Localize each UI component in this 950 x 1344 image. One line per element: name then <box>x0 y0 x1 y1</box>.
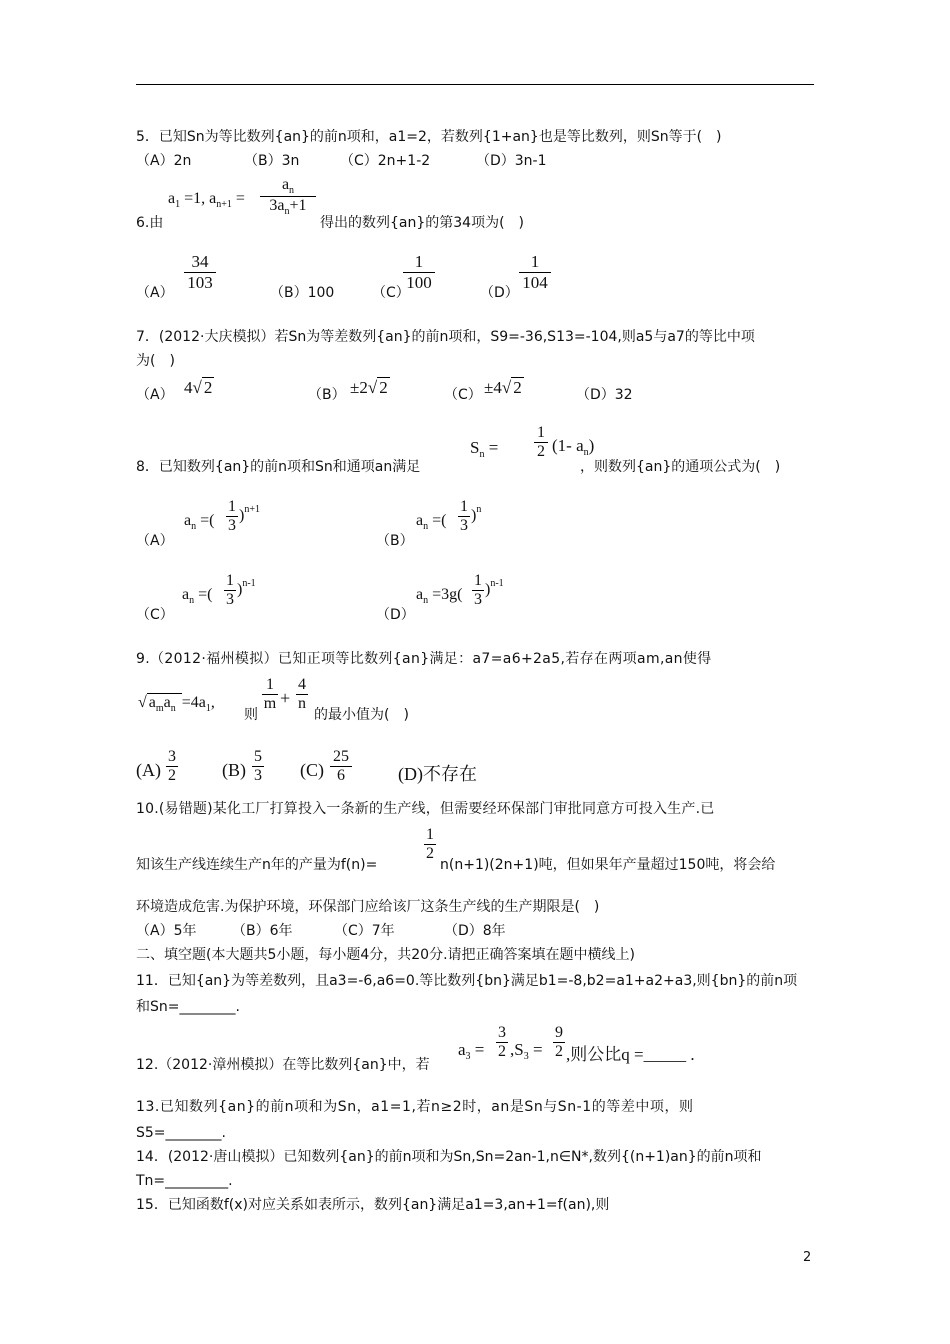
q12-formula-a3: $a_3$ = <box>458 1040 485 1062</box>
q9-line1: 9.（2012·福州模拟）已知正项等比数列{an}满足：a7=a6+2a5,若存在两项am,an使得 <box>136 651 712 667</box>
q9-option-c-label: (C) <box>300 760 324 780</box>
q10-line2-a: 知该生产线连续生产n年的产量为f(n)= <box>136 857 378 873</box>
q10-line2-b: n(n+1)(2n+1)吨，但如果年产量超过150吨，将会给 <box>440 857 776 873</box>
q8-option-a-lhs: $a_n$ =( <box>184 512 215 532</box>
q9-suffix: 的最小值为( ) <box>314 707 409 723</box>
header-rule <box>136 84 814 85</box>
q8-option-c-fraction: 1 3 <box>226 572 234 608</box>
q9-fraction-4n: 4 n <box>298 676 306 712</box>
q8-option-b-lhs: $a_n$ =( <box>416 512 447 532</box>
q6-option-c-label: （C） <box>372 285 410 301</box>
q5-option-c: （C）2n+1-2 <box>340 153 431 169</box>
q10-option-c: （C）7年 <box>334 923 395 939</box>
q8-option-b-fraction: 1 3 <box>460 498 468 534</box>
q7-option-a-math: 4√ 2 <box>184 378 213 397</box>
q6-option-a-fraction: 34 103 <box>184 252 216 293</box>
q8-option-b-label: （B） <box>376 533 414 549</box>
q7-option-c-label: （C） <box>444 387 482 403</box>
q10-line1: 10.(易错题)某化工厂打算投入一条新的生产线，但需要经环保部门审批同意方可投入生产.已 <box>136 801 715 817</box>
q9-option-b-fraction: 5 3 <box>254 748 262 784</box>
q9-option-a-fraction: 3 2 <box>168 748 176 784</box>
q12-fraction-3-2: 3 2 <box>498 1024 506 1060</box>
q9-option-d: (D)不存在 <box>398 764 477 784</box>
q10-line3: 环境造成危害.为保护环境，环保部门应给该厂这条生产线的生产期限是( ) <box>136 899 600 915</box>
q5-option-d: （D）3n-1 <box>476 153 547 169</box>
q7-line2: 为( ) <box>136 353 175 369</box>
q7-option-b-label: （B） <box>308 387 346 403</box>
q8-option-a-exp: )$^{n+1}$ <box>239 504 260 524</box>
q7-option-d: （D）32 <box>576 387 633 403</box>
q9-option-a-label: (A) <box>136 760 161 780</box>
q8-option-a-fraction: 1 3 <box>228 498 236 534</box>
q13-line2: S5=________. <box>136 1125 226 1141</box>
q12-prefix: 12.（2012·漳州模拟）在等比数列{an}中，若 <box>136 1057 430 1073</box>
q6-option-d-label: （D） <box>480 285 519 301</box>
q8-option-d-label: （D） <box>376 607 415 623</box>
q8-formula-lhs: $S_n$ = <box>470 438 499 460</box>
section-2-heading: 二、填空题(本大题共5小题，每小题4分，共20分.请把正确答案填在题中横线上) <box>136 947 636 963</box>
q8-option-a-label: （A） <box>136 533 174 549</box>
q11-line2: 和Sn=________. <box>136 999 240 1015</box>
q10-option-d: （D）8年 <box>444 923 506 939</box>
q8-suffix: ，则数列{an}的通项公式为( ) <box>580 459 781 475</box>
q7-option-a-label: （A） <box>136 387 174 403</box>
q8-option-b-exp: )$^n$ <box>471 504 482 524</box>
q8-prefix: 8．已知数列{an}的前n项和Sn和通项an满足 <box>136 459 421 475</box>
q7-line1: 7．(2012·大庆模拟）若Sn为等差数列{an}的前n项和，S9=-36,S13=-104,则a5与a7的等比中项 <box>136 329 755 345</box>
q5-option-b: （B）3n <box>244 153 300 169</box>
q6-option-b: （B）100 <box>270 285 335 301</box>
q11-line1: 11．已知{an}为等差数列，且a3=-6,a6=0.等比数列{bn}满足b1=-8,b2=a1+a2+a3,则{bn}的前n项 <box>136 973 798 989</box>
q9-option-c-fraction: 25 6 <box>330 748 352 785</box>
q6-suffix: 得出的数列{an}的第34项为( ) <box>320 215 525 231</box>
q6-option-a-label: （A） <box>136 285 174 301</box>
q9-fraction-1m: 1 m <box>263 676 277 712</box>
q12-formula-s3: $,S_3$ = <box>510 1040 543 1062</box>
q9-option-b-label: (B) <box>222 760 246 780</box>
q8-option-d-exp: )$^{n-1}$ <box>485 578 504 598</box>
q14-line2: Tn=_________. <box>136 1173 233 1189</box>
q5-stem: 5．已知Sn为等比数列{an}的前n项和，a1=2，若数列{1+an}也是等比数列，则Sn等于( ) <box>136 129 722 145</box>
q8-option-d-fraction: 1 3 <box>474 572 482 608</box>
page-number: 2 <box>803 1250 812 1265</box>
q13-line1: 13.已知数列{an}的前n项和为Sn，a1=1,若n≥2时，an是Sn与Sn-1的等差中项，则 <box>136 1099 694 1115</box>
q9-sqrt-expression: √ $a_ma_n =4a_1$, <box>138 694 215 714</box>
q10-option-a: （A）5年 <box>136 923 197 939</box>
q6-prefix: 6.由 <box>136 215 164 231</box>
q8-option-c-label: （C） <box>136 607 174 623</box>
q10-option-b: （B）6年 <box>232 923 293 939</box>
q6-option-d-fraction: 1 104 <box>519 252 551 293</box>
q12-fraction-9-2: 9 2 <box>555 1024 563 1060</box>
q5-option-a: （A）2n <box>136 153 192 169</box>
q10-fraction-half: 1 2 <box>426 826 434 862</box>
q7-option-c-math: ±4√ 2 <box>484 378 522 397</box>
q8-option-c-exp: )$^{n-1}$ <box>237 578 256 598</box>
q8-formula-tail: (1- $a_n$) <box>552 436 595 458</box>
q8-option-c-lhs: $a_n$ =( <box>182 586 213 606</box>
q9-plus: + <box>280 688 291 708</box>
q8-formula-fraction: 1 2 <box>534 424 548 461</box>
q7-option-b-math: ±2√ 2 <box>350 378 388 397</box>
q14-line1: 14．(2012·唐山模拟）已知数列{an}的前n项和为Sn,Sn=2an-1,n∈N*,数列{(n+1)an}的前n项和 <box>136 1149 762 1165</box>
q15-line1: 15．已知函数f(x)对应关系如表所示，数列{an}满足a1=3,an+1=f(an),则 <box>136 1197 610 1213</box>
q8-option-d-lhs: $a_n =3g$( <box>416 586 463 606</box>
q6-formula-lhs: $a_1 =1$, $a_{n+1}$ = <box>168 190 245 210</box>
q12-formula-tail: ,则公比q =_____ . <box>566 1045 695 1064</box>
q9-mid: 则 <box>244 707 258 723</box>
q6-option-c-fraction: 1 100 <box>403 252 435 293</box>
q6-formula-fraction: $a_n$ $3a_n+1$ <box>260 176 316 217</box>
